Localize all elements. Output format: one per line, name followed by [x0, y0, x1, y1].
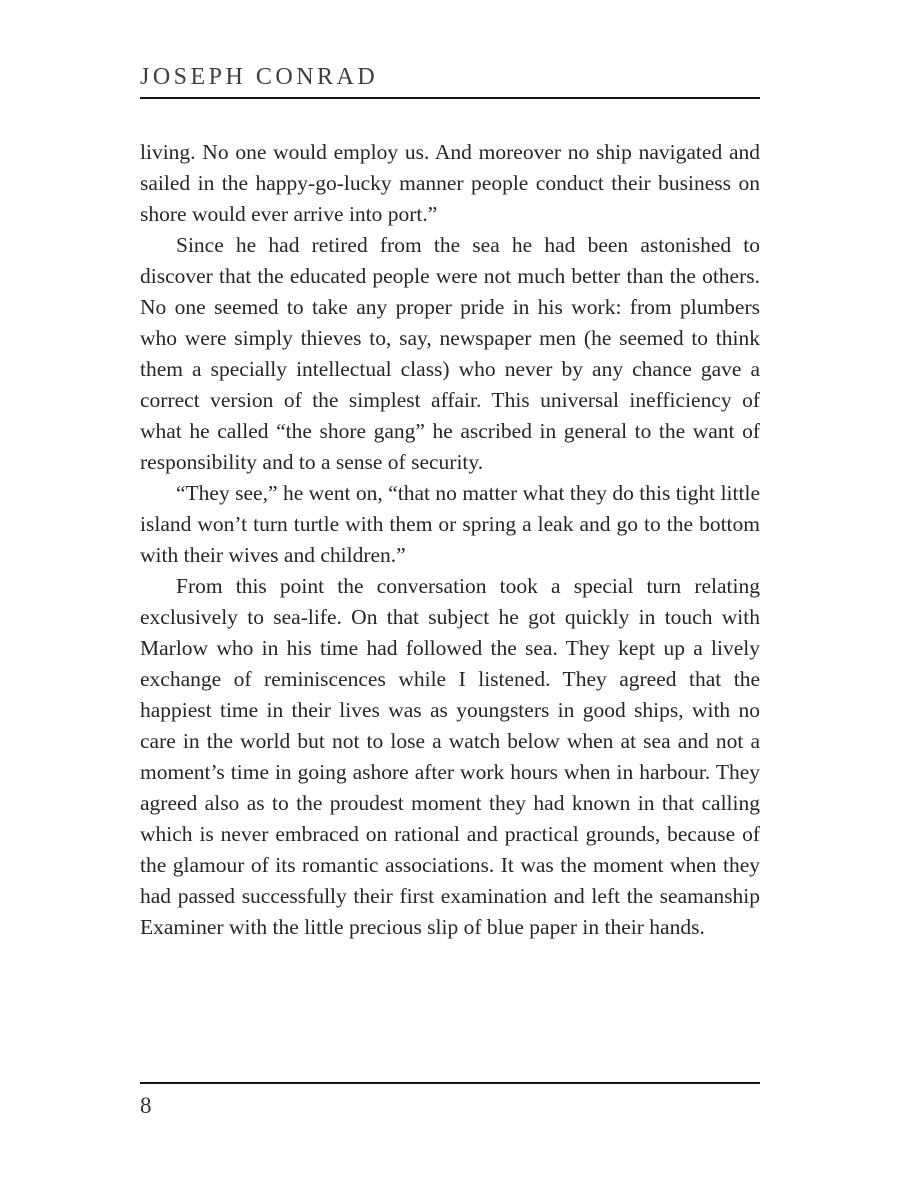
- header-rule: [140, 97, 760, 99]
- paragraph-1: living. No one would employ us. And moreover no ship navigated and sailed in the happy-go-lucky manner people conduct their business on shore would ever arrive into port.”: [140, 140, 760, 226]
- paragraph-4: From this point the conversation took a special turn relating exclusively to sea-life. On that subject he got quickly in touch with Marlow who in his time had followed the sea. They kept up a lively exchange of reminiscences while I listened. They agreed that the happiest time in their lives was as youngsters in good ships, with no care in the world but not to lose a watch below when at sea and not a moment’s time in going ashore after work hours when in harbour. They agreed also as to the proudest moment they had known in that calling which is never embraced on rational and practical grounds, because of the glamour of its romantic associations. It was the moment when they had passed successfully their first examination and left the seamanship Examiner with the little precious slip of blue paper in their hands.: [140, 574, 760, 939]
- paragraph-2: Since he had retired from the sea he had been astonished to discover that the educated people were not much better than the others. No one seemed to take any proper pride in his work: from plumbers who were simply thieves to, say, newspaper men (he seemed to think them a specially intellectual class) who never by any chance gave a correct version of the simplest affair. This universal inefficiency of what he called “the shore gang” he ascribed in general to the want of responsibility and to a sense of security.: [140, 233, 760, 474]
- running-header: JOSEPH CONRAD: [140, 64, 379, 90]
- paragraph-3: “They see,” he went on, “that no matter what they do this tight little island won’t turn turtle with them or spring a leak and go to the bottom with their wives and children.”: [140, 481, 760, 567]
- page-number: 8: [140, 1093, 152, 1118]
- page-body: [140, 137, 760, 943]
- footer-rule: [140, 1082, 760, 1084]
